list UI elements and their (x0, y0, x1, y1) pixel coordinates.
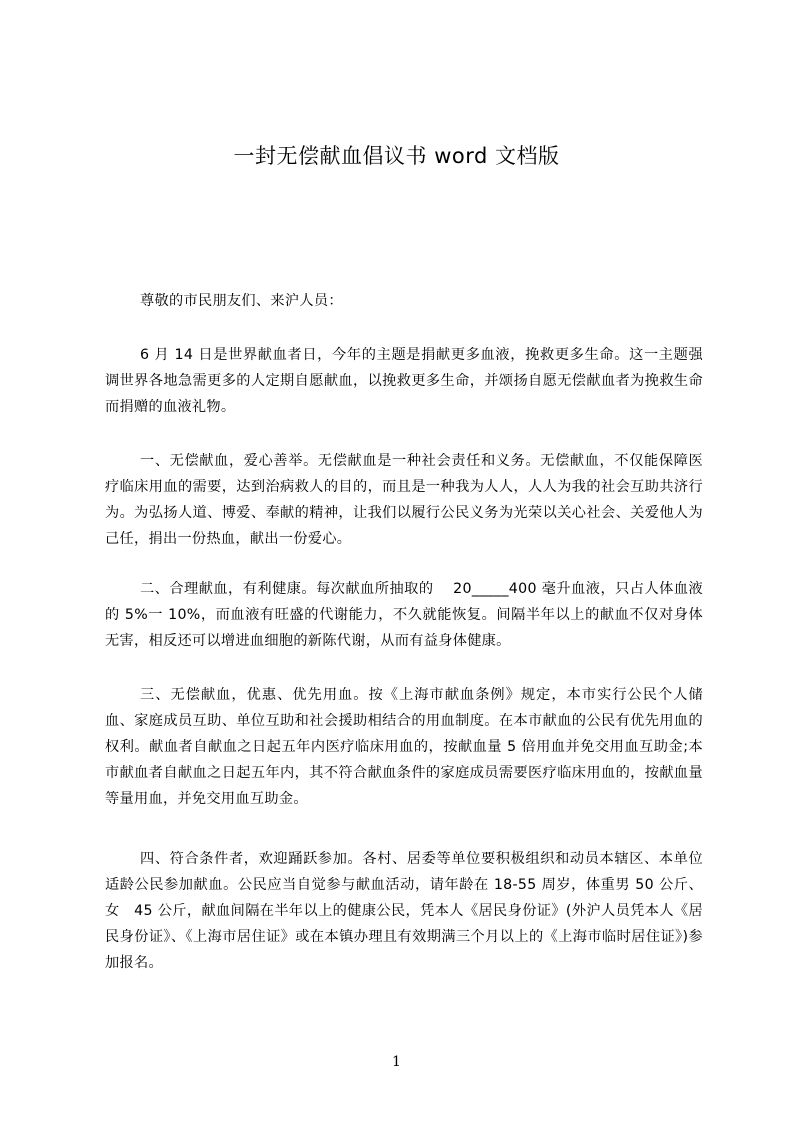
page-number: 1 (392, 1054, 401, 1070)
paragraph-voluntary-donation: 一、无偿献血，爱心善举。无偿献血是一种社会责任和义务。无偿献血，不仅能保障医疗临床用血的需要，达到治病救人的目的，而且是一种我为人人，人人为我的社会互助共济行为。为弘扬人道、博爱、奉献的精神，让我们以履行公民义务为光荣以关心社会、关爱他人为己任，捐出一份热血，献出一份爱心。 (105, 453, 703, 547)
paragraph-eligibility: 四、符合条件者，欢迎踊跃参加。各村、居委等单位要积极组织和动员本辖区、本单位适龄公民参加献血。公民应当自觉参与献血活动，请年龄在 18-55 周岁，体重男 50 公斤、女 45 公斤，献血间隔在半年以上的健康公民，凭本人《居民身份证》(外沪人员凭本人《居民身份证》、《上海市居住证》或在本镇办理且有效期满三个月以上的《上海市临时居住证》)参加报名。 (105, 851, 703, 971)
paragraph-priority-use: 三、无偿献血，优惠、优先用血。按《上海市献血条例》规定，本市实行公民个人储血、家庭成员互助、单位互助和社会援助相结合的用血制度。在本市献血的公民有优先用血的权利。献血者自献血之日起五年内医疗临床用血的，按献血量 5 倍用血并免交用血互助金;本市献血者自献血之日起五年内，其不符合献血条件的家庭成员需要医疗临床用血的，按献血量等量用血，并免交用血互助金。 (105, 687, 703, 807)
paragraph-world-blood-donor-day: 6 月 14 日是世界献血者日，今年的主题是捐献更多血液，挽救更多生命。这一主题强调世界各地急需更多的人定期自愿献血，以挽救更多生命，并颂扬自愿无偿献血者为挽救生命而捐赠的血液礼物。 (105, 347, 703, 415)
salutation: 尊敬的市民朋友们、来沪人员： (140, 293, 343, 309)
paragraph-health-benefit: 二、合理献血，有利健康。每次献血所抽取的 20_____400 毫升血液，只占人体血液的 5%一 10%，而血液有旺盛的代谢能力，不久就能恢复。间隔半年以上的献血不仅对身体无害，相反还可以增进血细胞的新陈代谢，从而有益身体健康。 (105, 581, 703, 649)
document-title: 一封无偿献血倡议书 word 文档版 (233, 144, 560, 168)
